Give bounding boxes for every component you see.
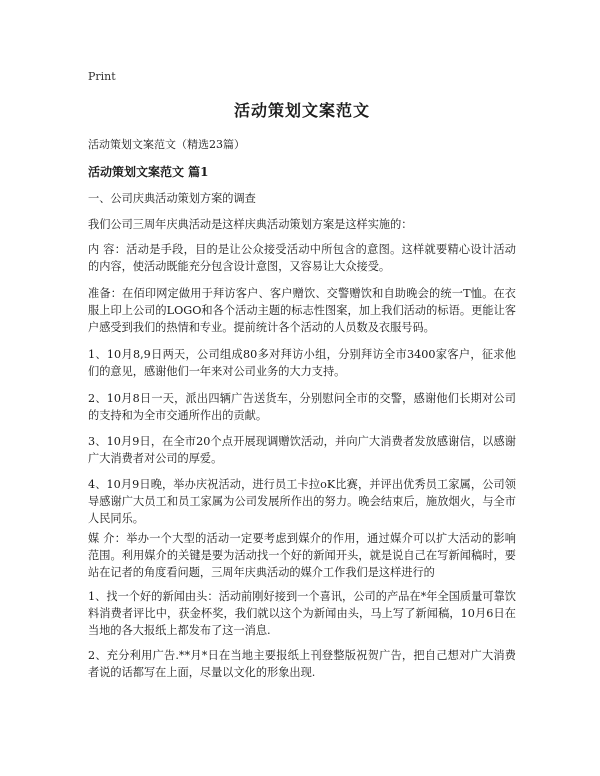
paragraph-intro: 我们公司三周年庆典活动是这样庆典活动策划方案是这样实施的： (88, 218, 413, 231)
paragraph-media-1: 1、找一个好的新闻由头：活动前刚好接到一个喜讯，公司的产品在*年全国质量可靠饮料消费者评比中，获金杯奖，我们就以这个为新闻由头，马上写了新闻稿，10月6日在当地的各大报纸上都发布了这一消息. (88, 590, 516, 637)
paragraph-item-3: 3、10月9日，在全市20个点开展现调赠饮活动，并向广大消费者发放感谢信，以感谢广大消费者对公司的厚爱。 (88, 435, 516, 465)
paragraph-item-1: 1、10月8,9日两天，公司组成80多对拜访小组，分别拜访全市3400家客户，征求他们的意见，感谢他们一年来对公司业务的大力支持。 (88, 348, 516, 378)
paragraph-heading-survey: 一、公司庆典活动策划方案的调查 (88, 192, 256, 205)
document-title: 活动策划文案范文 (233, 101, 370, 120)
paragraph-item-4: 4、10月9日晚，举办庆祝活动，进行员工卡拉oK比赛，并评出优秀员工家属，公司领导感谢广大员工和员工家属为公司发展所作出的努力。晚会结束后，施放烟火，与全市人民同乐。 (88, 478, 516, 525)
section-heading: 活动策划文案范文 篇1 (88, 165, 209, 179)
paragraph-item-2: 2、10月8日一天，派出四辆广告送货车，分别慰问全市的交警，感谢他们长期对公司的支持和为全市交通所作出的贡献。 (88, 392, 516, 422)
paragraph-preparation: 准备：在佰印网定做用于拜访客户、客户赠饮、交警赠饮和自助晚会的统一T恤。在衣服上印上公司的LOGO和各个活动主题的标志性图案，加上我们活动的标语。更能让客户感受到我们的热情和专业。提前统计各个活动的人员数及衣服号码。 (88, 287, 516, 334)
print-link[interactable]: Print (88, 70, 116, 83)
document-subtitle: 活动策划文案范文（精选23篇） (88, 138, 245, 151)
paragraph-content: 内 容：活动是手段，目的是让公众接受活动中所包含的意图。这样就要精心设计活动的内容，使活动既能充分包含设计意图，又容易让大众接受。 (88, 243, 516, 273)
paragraph-media-2: 2、充分利用广告.**月*日在当地主要报纸上刊登整版祝贺广告，把自己想对广大消费者说的话都写在上面，尽量以文化的形象出现. (88, 649, 516, 679)
paragraph-media: 媒 介：举办一个大型的活动一定要考虑到媒介的作用，通过媒介可以扩大活动的影响范围。利用媒介的关键是要为活动找一个好的新闻开头，就是说自己在写新闻稿时，要站在记者的角度看问题，三周年庆典活动的媒介工作我们是这样进行的 (88, 532, 516, 579)
